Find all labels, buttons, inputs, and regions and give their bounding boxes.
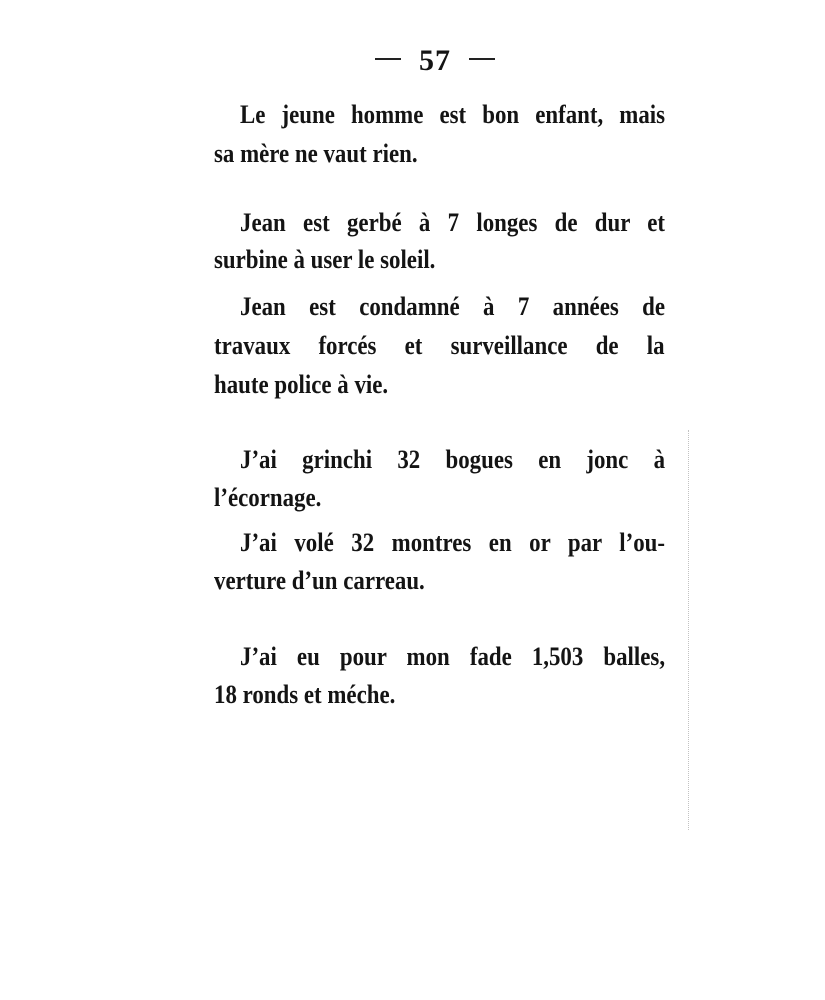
text-line: Le jeune homme est bon enfant, mais bbox=[240, 100, 666, 129]
text-line: 18 ronds et méche. bbox=[214, 680, 396, 709]
text-line: J’ai grinchi 32 bogues en jonc à bbox=[240, 445, 666, 474]
text-line: sa mère ne vaut rien. bbox=[214, 139, 418, 168]
page-header bbox=[330, 44, 540, 84]
scan-edge-artifact bbox=[688, 430, 699, 830]
text-line: verture d’un carreau. bbox=[214, 566, 425, 595]
header-dash-right bbox=[469, 58, 495, 60]
text-line: J’ai volé 32 montres en or par l’ou- bbox=[240, 528, 666, 557]
text-line: Jean est condamné à 7 années de bbox=[240, 292, 666, 321]
text-line: l’écornage. bbox=[214, 483, 322, 512]
text-line: surbine à user le soleil. bbox=[214, 245, 436, 274]
text-line: travaux forcés et surveillance de la bbox=[214, 331, 665, 360]
text-line: haute police à vie. bbox=[214, 370, 389, 399]
page-number: 57 bbox=[419, 44, 451, 77]
text-line: Jean est gerbé à 7 longes de dur et bbox=[240, 208, 666, 237]
header-dash-left bbox=[375, 58, 401, 60]
text-line: J’ai eu pour mon fade 1,503 balles, bbox=[240, 642, 666, 671]
